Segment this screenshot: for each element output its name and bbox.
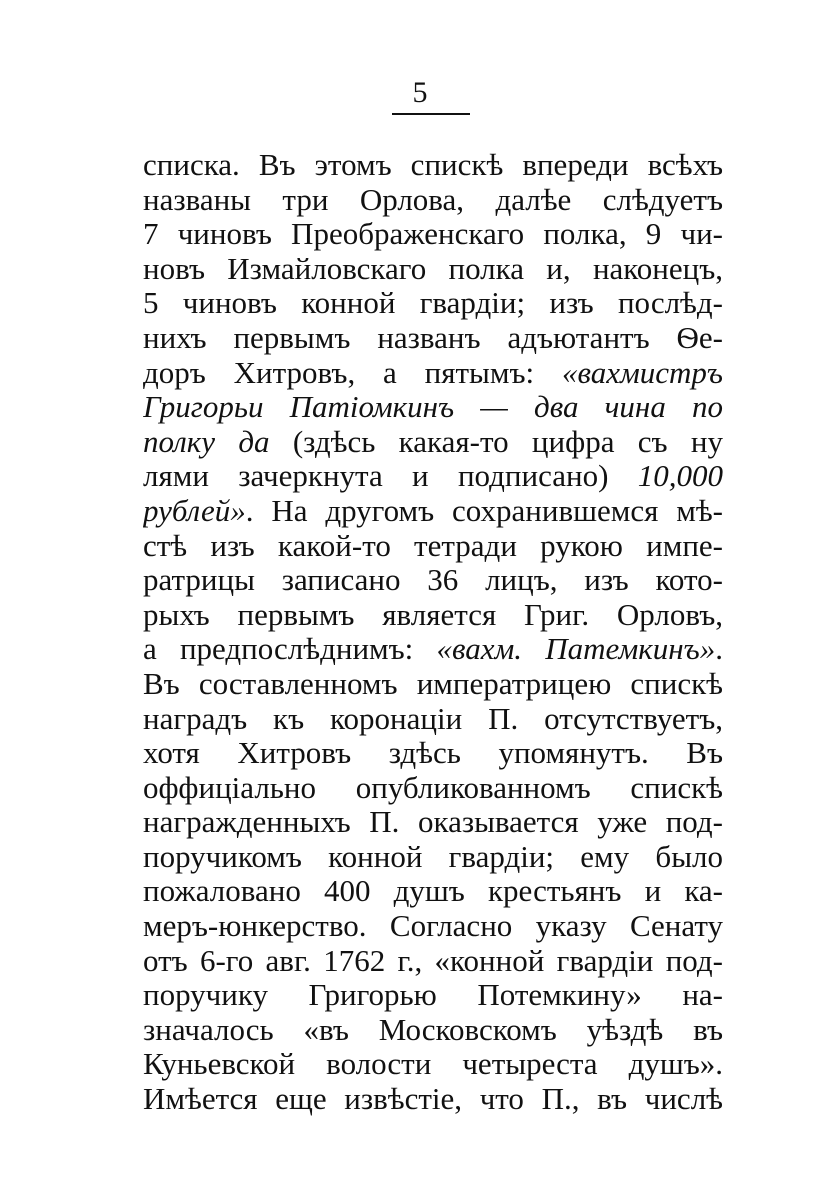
text-line: [143, 840, 723, 875]
text-segment: рыхъ первымъ является Григ. Орловъ,: [143, 597, 723, 632]
text-line: [143, 529, 723, 564]
text-segment: (здѣсь какая-то цифра съ ну: [269, 424, 723, 459]
text-segment: награжденныхъ П. оказывается уже под-: [143, 805, 723, 840]
text-segment: а предпослѣднимъ:: [143, 632, 437, 667]
text-line: [143, 217, 723, 252]
text-line: [143, 771, 723, 806]
text-segment: стѣ изъ какой-то тетради рукою импе-: [143, 528, 723, 563]
italic-segment: Григорьи Патіомкинъ — два чина по: [143, 390, 723, 425]
text-segment: меръ-юнкерство. Согласно указу Сенату: [143, 909, 723, 944]
text-line: [143, 321, 723, 356]
text-segment: пожаловано 400 душъ крестьянъ и ка-: [143, 874, 723, 909]
text-segment: Имѣется еще извѣстіе, что П., въ числѣ: [143, 1082, 723, 1117]
text-line: [143, 632, 723, 667]
text-segment: ратрицы записано 36 лицъ, изъ кото-: [143, 563, 723, 598]
text-line: [143, 667, 723, 702]
text-segment: списка. Въ этомъ спискѣ впереди всѣхъ: [143, 148, 723, 182]
text-segment: наградъ къ коронаціи П. отсутствуетъ,: [143, 701, 723, 736]
text-segment: поручику Григорью Потемкину» на-: [143, 978, 723, 1013]
text-line: [143, 909, 723, 944]
text-segment: нихъ первымъ названъ адъютантъ Ѳе-: [143, 320, 723, 355]
text-segment: оффиціально опубликованномъ спискѣ: [143, 770, 723, 805]
text-line: [143, 252, 723, 287]
text-segment: лями зачеркнута и подписано): [143, 459, 638, 494]
text-segment: 7 чиновъ Преображенскаго полка, 9 чи-: [143, 217, 723, 252]
italic-segment: рублей»: [143, 493, 246, 528]
text-line: [143, 1082, 723, 1117]
text-line: [143, 286, 723, 321]
body-text: [143, 148, 723, 1117]
text-line: [143, 1047, 723, 1082]
italic-segment: «вахм. Патемкинъ»: [436, 632, 716, 667]
page-number-rule: [392, 113, 470, 115]
text-segment: Въ составленномъ императрицею спискѣ: [143, 666, 723, 701]
text-segment: Куньевской волости четыреста душъ».: [143, 1047, 723, 1082]
text-segment: 5 чиновъ конной гвардіи; изъ послѣд-: [143, 286, 723, 321]
text-line: [143, 944, 723, 979]
text-segment: хотя Хитровъ здѣсь упомянутъ. Въ: [143, 736, 723, 771]
text-line: [143, 494, 723, 529]
text-line: [143, 183, 723, 218]
text-line: [143, 148, 723, 183]
text-line: [143, 874, 723, 909]
text-line: [143, 805, 723, 840]
text-line: [143, 563, 723, 598]
text-line: [143, 459, 723, 494]
text-line: [143, 1013, 723, 1048]
text-line: [143, 598, 723, 633]
text-line: [143, 425, 723, 460]
text-segment: доръ Хитровъ, а пятымъ:: [143, 355, 562, 390]
text-line: [143, 356, 723, 391]
text-segment: поручикомъ конной гвардіи; ему было: [143, 839, 723, 874]
text-segment: отъ 6-го авг. 1762 г., «конной гвардіи под-: [143, 943, 723, 978]
text-segment: .: [715, 632, 723, 667]
text-segment: . На другомъ сохранившемся мѣ-: [245, 493, 723, 528]
text-segment: значалось «въ Московскомъ уѣздѣ въ: [143, 1012, 723, 1047]
text-line: [143, 390, 723, 425]
text-segment: названы три Орлова, далѣе слѣдуетъ: [143, 182, 723, 217]
italic-segment: полку да: [143, 424, 270, 459]
italic-segment: «вахмистръ: [561, 355, 723, 390]
text-line: [143, 736, 723, 771]
text-line: [143, 978, 723, 1013]
page-number: 5: [412, 76, 428, 109]
text-line: [143, 702, 723, 737]
text-segment: новъ Измайловскаго полка и, наконецъ,: [143, 251, 723, 286]
italic-segment: 10,000: [637, 459, 723, 494]
